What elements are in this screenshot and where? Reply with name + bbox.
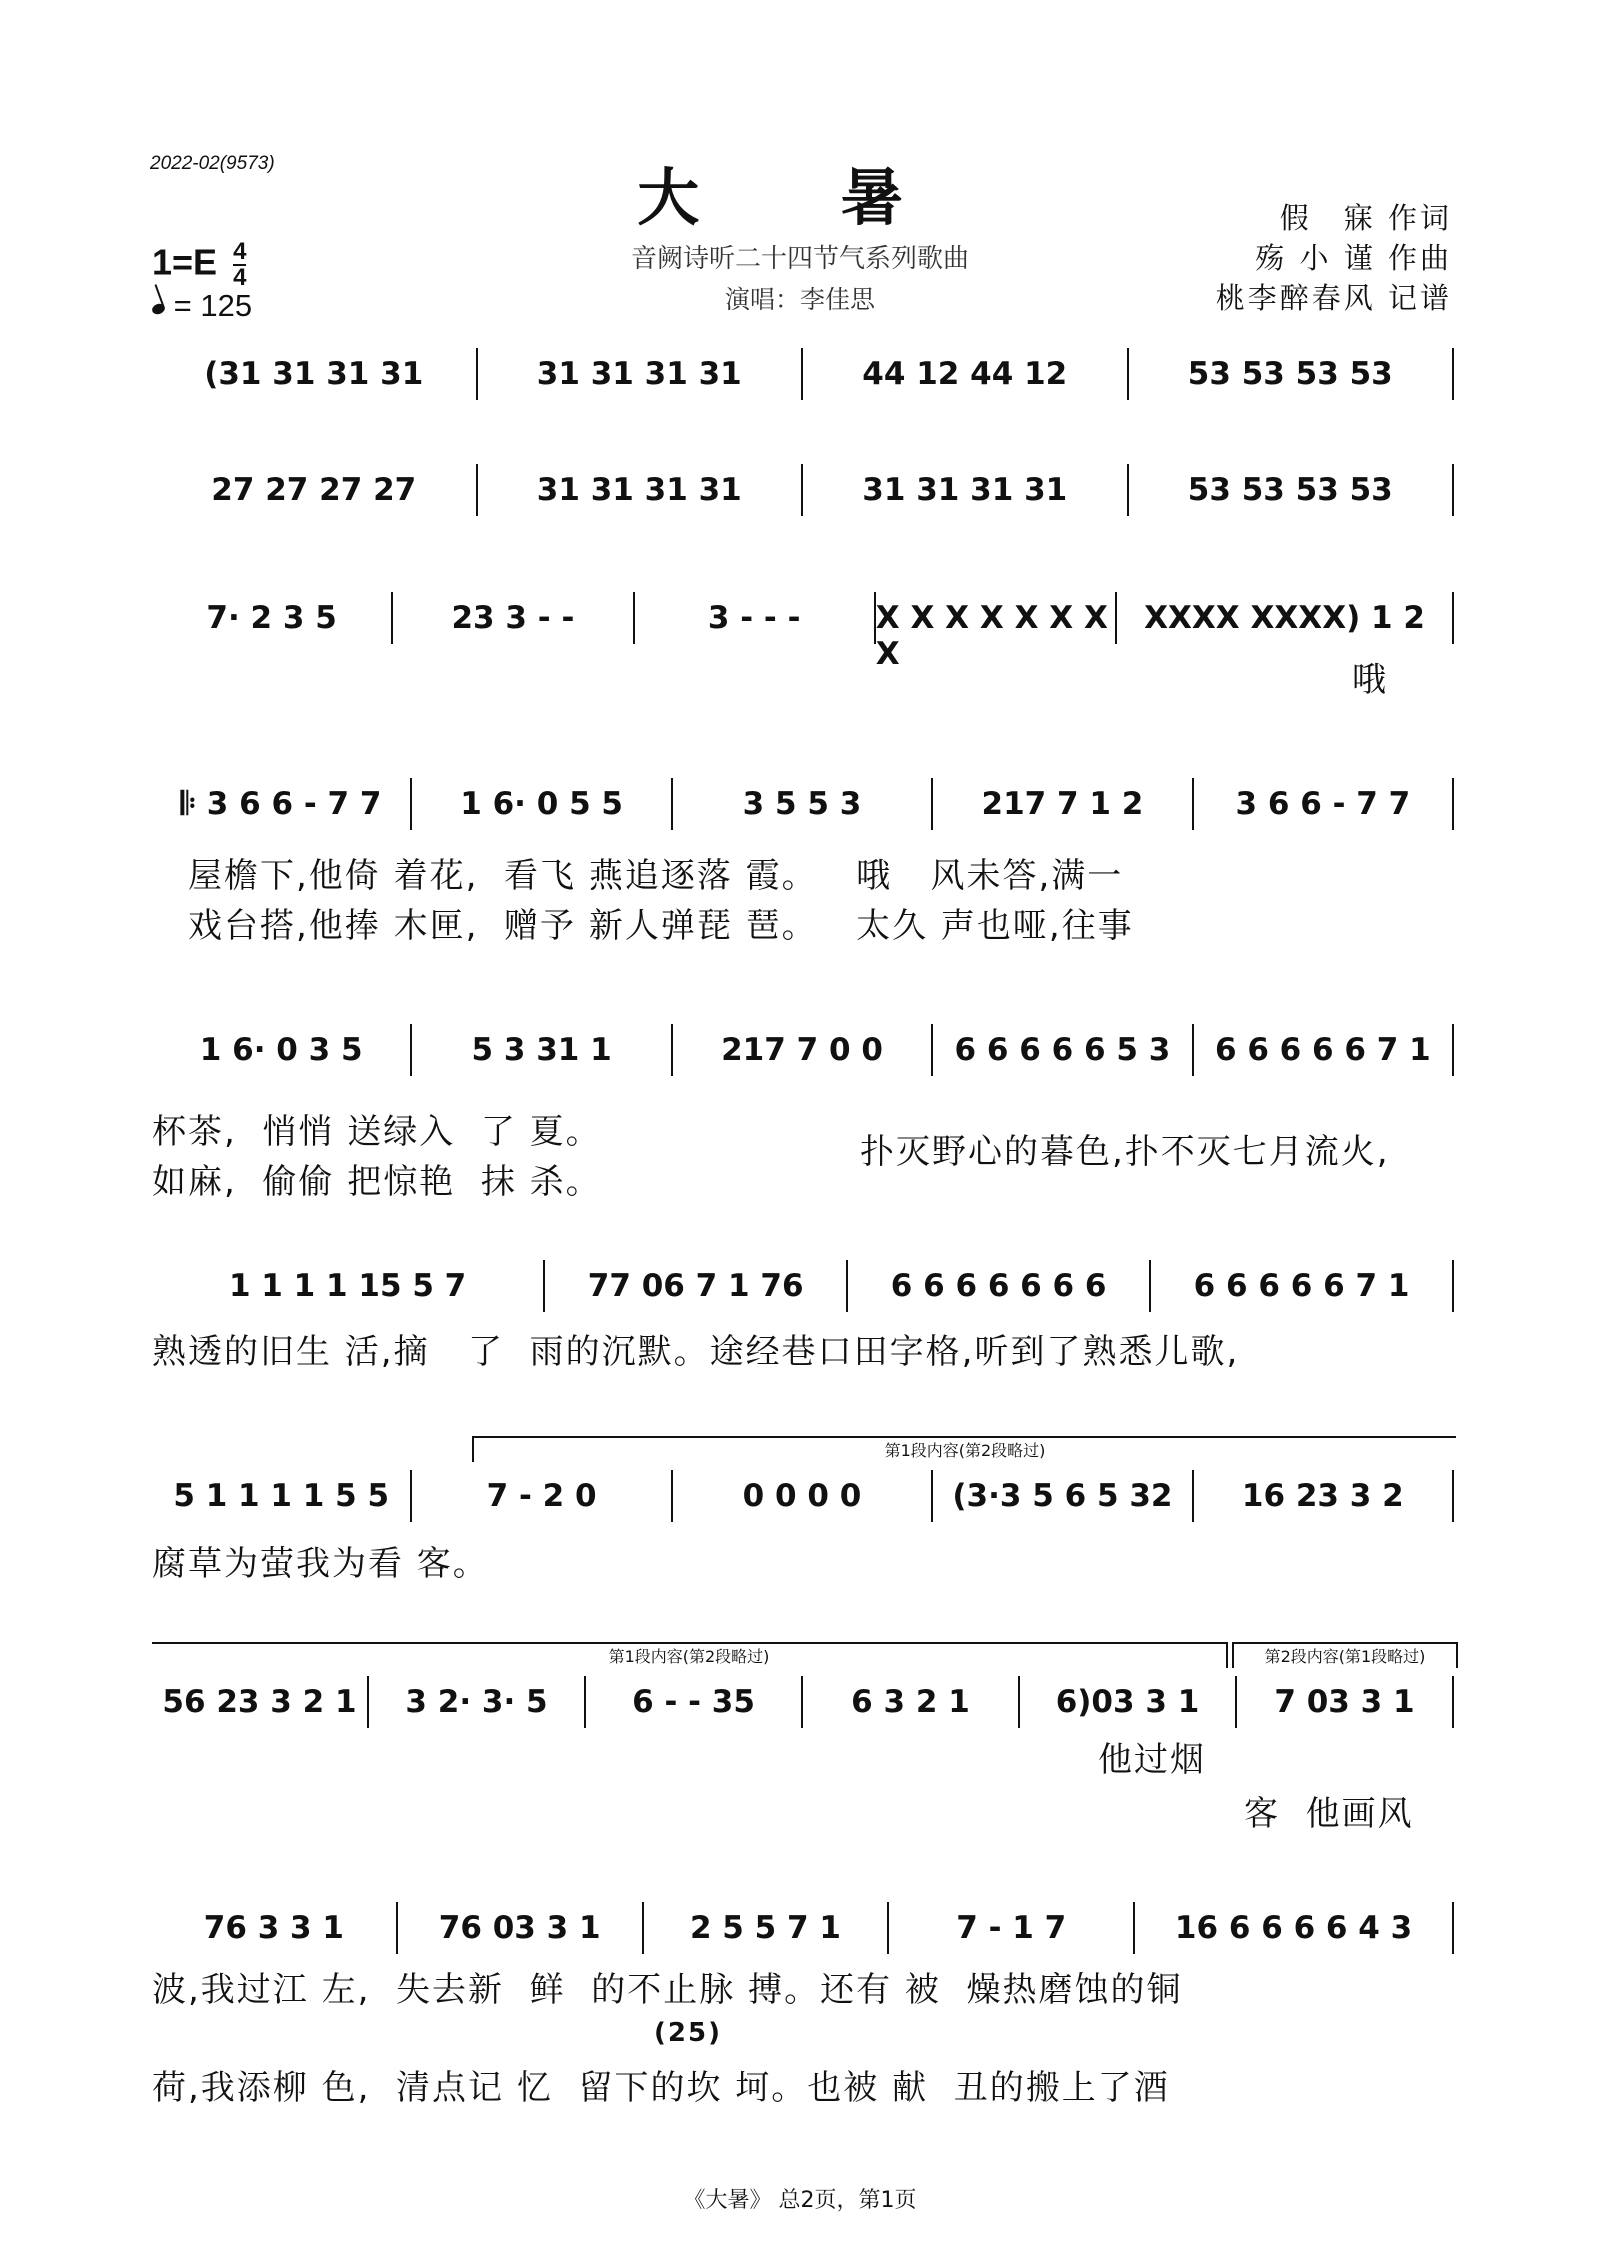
staff-row-5 [152,1024,1454,1084]
key-signature [152,240,246,290]
measure: 0 0 0 0 [742,1478,862,1514]
measure: 1 6· 0 5 5 [460,786,623,822]
measure: 217 7 1 2 [981,786,1144,822]
measure: 6 6 6 6 6 7 1 [1193,1268,1410,1304]
staff-row-1 [152,348,1454,408]
singer-credit: 演唱：李佳思 [724,285,875,314]
measure: 6 - - 35 [632,1684,755,1720]
tempo-value: = 125 [173,288,253,323]
measure: 7 - 2 0 [486,1478,597,1514]
lyric-line: 扑灭野心的暮色,扑不灭七月流火, [860,1132,1390,1172]
staff-row-3 [152,592,1454,672]
lyric-line: 熟透的旧生 活,摘 了 雨的沉默。途经巷口田字格,听到了熟悉儿歌, [152,1332,1240,1372]
measure: 217 7 0 0 [721,1032,883,1068]
measure: 5 3 31 1 [471,1032,612,1068]
time-signature [233,240,246,290]
song-subtitle: 音阙诗听二十四节气系列歌曲 [630,244,969,274]
page-footer: 《大暑》 总2页，第1页 [683,2188,917,2213]
staff-row-6 [152,1260,1454,1320]
measure: 31 31 31 31 [536,356,742,392]
transcriber-credit: 桃李醉春风 记谱 [1215,281,1452,315]
alt-notes: (25) [654,2018,722,2048]
measure: 1 1 1 1 15 5 7 [228,1268,467,1304]
lyric-line: 客 他画风 [1244,1794,1414,1834]
score-code: 2022-02(9573) [150,153,275,174]
measure: 76 03 3 1 [438,1910,601,1946]
lyric-line: 如麻, 偷偷 把惊艳 抹 杀。 [152,1162,602,1202]
measure: 53 53 53 53 [1187,356,1393,392]
measure: 6)03 3 1 [1055,1684,1200,1720]
staff-row-9 [152,1902,1454,1962]
measure: 3 6 6 - 7 7 [1235,786,1411,822]
measure: 5 1 1 1 1 5 5 [173,1478,390,1514]
lyric-line: 波,我过江 左, 失去新 鲜 的不止脉 搏。还有 被 燥热磨蚀的铜 [152,1970,1183,2010]
time-top: 4 [233,238,247,265]
lyric-line: 他过烟 [1098,1740,1206,1780]
lyric-line: 腐草为萤我为看 客。 [152,1544,489,1584]
measure: 2 5 5 7 1 [689,1910,841,1946]
lyric-line: 杯茶, 悄悄 送绿入 了 夏。 [152,1112,602,1152]
staff-row-7 [152,1470,1454,1530]
measure: 3 5 5 3 [742,786,862,822]
volta-bracket [1232,1642,1458,1668]
staff-row-8 [152,1676,1454,1736]
measure: 31 31 31 31 [536,472,742,508]
measure: 23 3 - - [451,600,575,636]
lyric-line: 戏台搭,他捧 木匣, 赠予 新人弹琵 琶。 太久 声也哑,往事 [188,906,1134,946]
volta-label: 第1段内容(第2段略过) [608,1647,770,1666]
measure: (31 31 31 31 [204,356,424,392]
measure: 𝄆 3 6 6 - 7 7 [180,786,382,822]
lyric-line: 荷,我添柳 色, 清点记 忆 留下的坎 坷。也被 献 丑的搬上了酒 [152,2068,1170,2108]
volta-bracket [472,1436,1456,1462]
measure: 16 23 3 2 [1241,1478,1404,1514]
measure: 1 6· 0 3 5 [199,1032,363,1068]
measure: 56 23 3 2 1 [162,1684,357,1720]
measure: 6 6 6 6 6 5 3 [954,1032,1171,1068]
measure: 6 3 2 1 [851,1684,970,1720]
measure: XXXX XXXX) 1 2 [1144,600,1425,636]
measure: 7 03 3 1 [1274,1684,1415,1720]
measure: 53 53 53 53 [1187,472,1393,508]
staff-row-4 [152,778,1454,838]
lyric-line: 屋檐下,他倚 着花, 看飞 燕追逐落 霞。 哦 风未答,满一 [188,856,1124,896]
key-label: 1=E [152,241,218,283]
volta-bracket [152,1642,1228,1668]
quarter-note-icon [151,302,167,316]
measure: 3 - - - [707,600,801,636]
measure: 6 6 6 6 6 6 6 [890,1268,1107,1304]
measure: 31 31 31 31 [862,472,1068,508]
song-title: 大 暑 [637,161,963,234]
measure: (3·3 5 6 5 32 [952,1478,1173,1514]
measure: 16 6 6 6 6 4 3 [1174,1910,1413,1946]
composer-credit: 殇 小 谨 作曲 [1255,241,1452,275]
measure: 6 6 6 6 6 7 1 [1214,1032,1431,1068]
tempo-marking [152,288,252,324]
lyric-line: 哦 [1352,660,1388,700]
measure: 44 12 44 12 [862,356,1068,392]
measure: 77 06 7 1 76 [587,1268,804,1304]
staff-row-2 [152,464,1454,524]
volta-label: 第2段内容(第1段略过) [1264,1647,1426,1666]
measure: 7 - 1 7 [956,1910,1067,1946]
measure: 7· 2 3 5 [206,600,337,636]
measure: X X X X X X X X [875,600,1108,672]
measure: 27 27 27 27 [211,472,417,508]
time-bottom: 4 [233,264,247,291]
volta-label: 第1段内容(第2段略过) [884,1441,1046,1460]
lyricist-credit: 假 寐 作词 [1279,201,1452,235]
measure: 76 3 3 1 [203,1910,344,1946]
measure: 3 2· 3· 5 [405,1684,548,1720]
